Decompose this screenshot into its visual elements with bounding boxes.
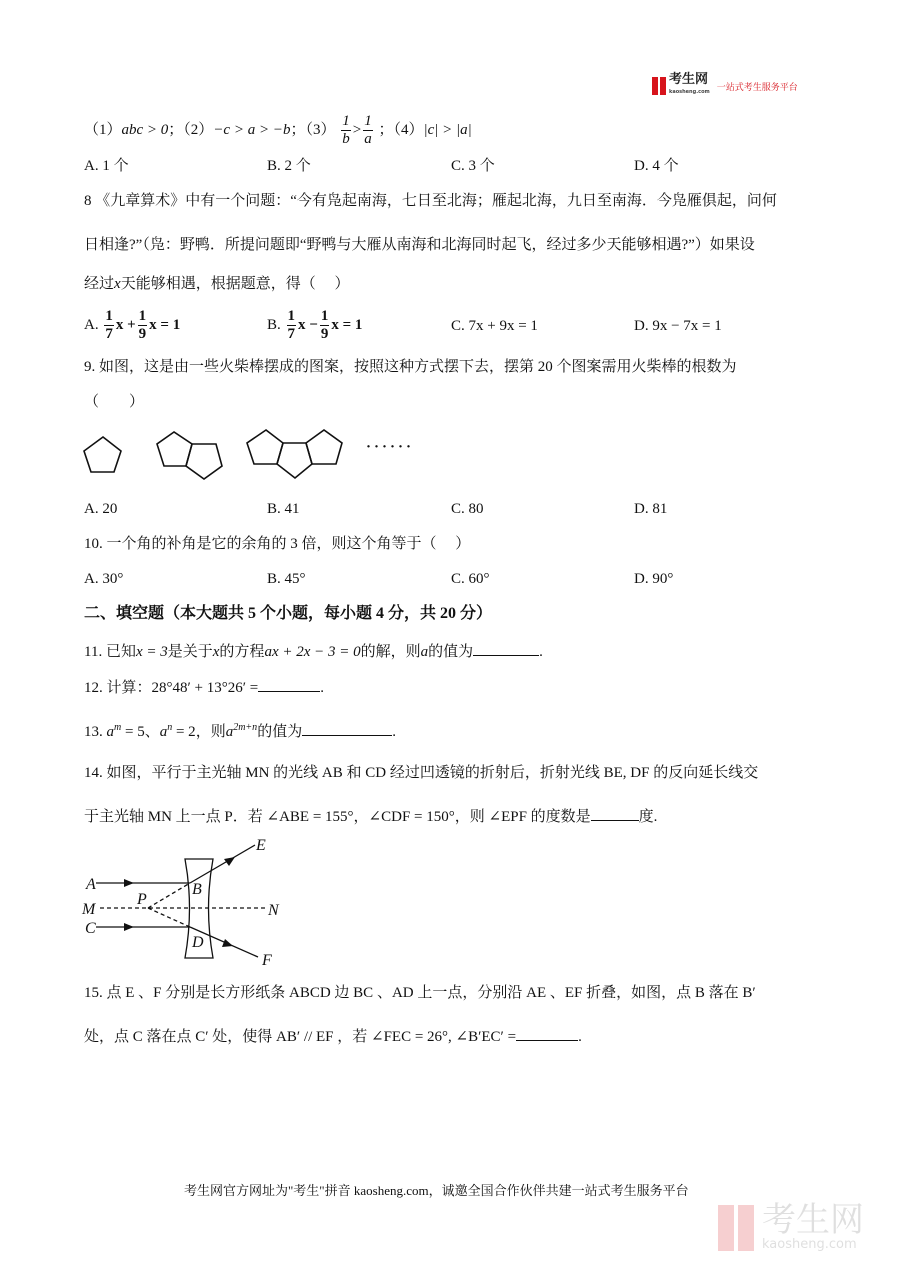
q14-line2: 于主光轴 MN 上一点 P．若 ∠ABE = 155°，∠CDF = 150°，则 ∠EPF 的度数是 度. [84, 806, 657, 827]
logo-url: kaosheng.com [669, 89, 710, 95]
logo-slogan: 一站式考生服务平台 [716, 82, 798, 93]
answer-blank[interactable] [591, 806, 639, 821]
q10-option-a: A. 30° [84, 571, 124, 587]
watermark-icon [718, 1205, 754, 1251]
q8-line2: 日相逢?”（凫：野鸭．所提问题即“野鸭与大雁从南海和北海同时起飞，经过多少天能够相遇?”）如果设 [84, 237, 755, 253]
q9-option-a: A. 20 [84, 501, 118, 517]
answer-blank[interactable] [258, 677, 320, 692]
q12-text: 12. 计算：28°48′ + 13°26′ = . [84, 677, 324, 698]
q9-line2: （ ） [84, 394, 145, 410]
svg-text:N: N [268, 902, 279, 919]
q9-option-c: C. 80 [451, 501, 484, 517]
q9-line1: 9. 如图，这是由一些火柴棒摆成的图案，按照这种方式摆下去，摆第 20 个图案需用火柴棒的根数为 [84, 359, 737, 375]
q10-option-b: B. 45° [267, 571, 306, 587]
q9-option-d: D. 81 [634, 501, 668, 517]
svg-text:B: B [192, 881, 202, 898]
q7-option-d: D. 4 个 [634, 158, 679, 174]
ray-be [190, 845, 255, 883]
q7-option-b: B. 2 个 [267, 158, 311, 174]
dashed-pb [148, 883, 190, 908]
lens-diagram [96, 845, 265, 958]
q10-text: 10. 一个角的补角是它的余角的 3 倍，则这个角等于（ ） [84, 536, 471, 552]
footer-text: 考生网官方网址为"考生"拼音 kaosheng.com，诚邀全国合作伙伴共建一站式考生服务平台 [184, 1183, 689, 1198]
q8-option-a: A. $\frac{1}{7}$ x + $\frac{1}{9}$ x = 1 [84, 308, 181, 342]
pentagon-fig3-right [306, 430, 342, 464]
q7-option-c: C. 3 个 [451, 158, 495, 174]
answer-blank[interactable] [302, 721, 392, 736]
section-title: 二、填空题（本大题共 5 个小题，每小题 4 分，共 20 分） [84, 605, 493, 622]
q15-line2: 处，点 C 落在点 C′ 处，使得 AB′ // EF ，若 ∠FEC = 26°, ∠B′EC′ = . [84, 1026, 582, 1047]
watermark-logo: 考生网 kaosheng.com [718, 1203, 864, 1252]
pentagon-fig1 [84, 437, 121, 472]
pentagon-fig3-left [247, 430, 283, 464]
logo-name: 考生网 kaosheng.com [669, 74, 710, 98]
pentagon-figures [84, 430, 342, 479]
svg-text:M: M [82, 901, 96, 918]
q10-option-d: D. 90° [634, 571, 674, 587]
q8-option-d: D. 9x − 7x = 1 [634, 318, 722, 334]
q8-line3: 经过x天能够相遇，根据题意，得（ ） [84, 276, 350, 292]
svg-text:P: P [137, 891, 147, 908]
svg-text:F: F [262, 952, 272, 969]
q8-line1: 8 《九章算术》中有一个问题：“今有凫起南海，七日至北海；雁起北海，九日至南海．今凫雁俱起，问何 [84, 193, 777, 209]
q8-option-b: B. $\frac{1}{7}$ x − $\frac{1}{9}$ x = 1 [267, 308, 363, 342]
q13-text: 13. $a^m = 5$、$a^n = 2$，则$a^{2m+n}$的值为 . [84, 722, 396, 740]
q8-option-c: C. 7x + 9x = 1 [451, 318, 538, 334]
pentagon-fig2-right [186, 444, 222, 479]
lens-labels [81, 837, 280, 969]
answer-blank[interactable] [473, 641, 539, 656]
svg-text:A: A [86, 876, 96, 893]
dashed-pd [148, 908, 190, 927]
q9-option-b: B. 41 [267, 501, 300, 517]
svg-text:E: E [256, 837, 266, 854]
q11-text: 11. 已知x = 3是关于x的方程ax + 2x − 3 = 0的解，则a的值为 . [84, 641, 543, 662]
q7-option-a: A. 1 个 [84, 158, 129, 174]
q14-line1: 14. 如图，平行于主光轴 MN 的光线 AB 和 CD 经过凹透镜的折射后，折射光线 BE, DF 的反向延长线交 [84, 765, 759, 781]
q10-option-c: C. 60° [451, 571, 490, 587]
q9-ellipsis: ······ [366, 439, 415, 455]
svg-text:C: C [85, 920, 96, 937]
q15-line1: 15. 点 E 、F 分别是长方形纸条 ABCD 边 BC 、AD 上一点，分别沿 AE 、EF 折叠，如图，点 B 落在 B′ [84, 985, 756, 1001]
svg-text:D: D [192, 934, 204, 951]
answer-blank[interactable] [516, 1026, 578, 1041]
q7-statements: （1）abc > 0；（2）−c > a > −b；（3） $\frac{1}{b}$ > $\frac{1}{a}$ ；（4）|c| > |a| [84, 113, 472, 147]
